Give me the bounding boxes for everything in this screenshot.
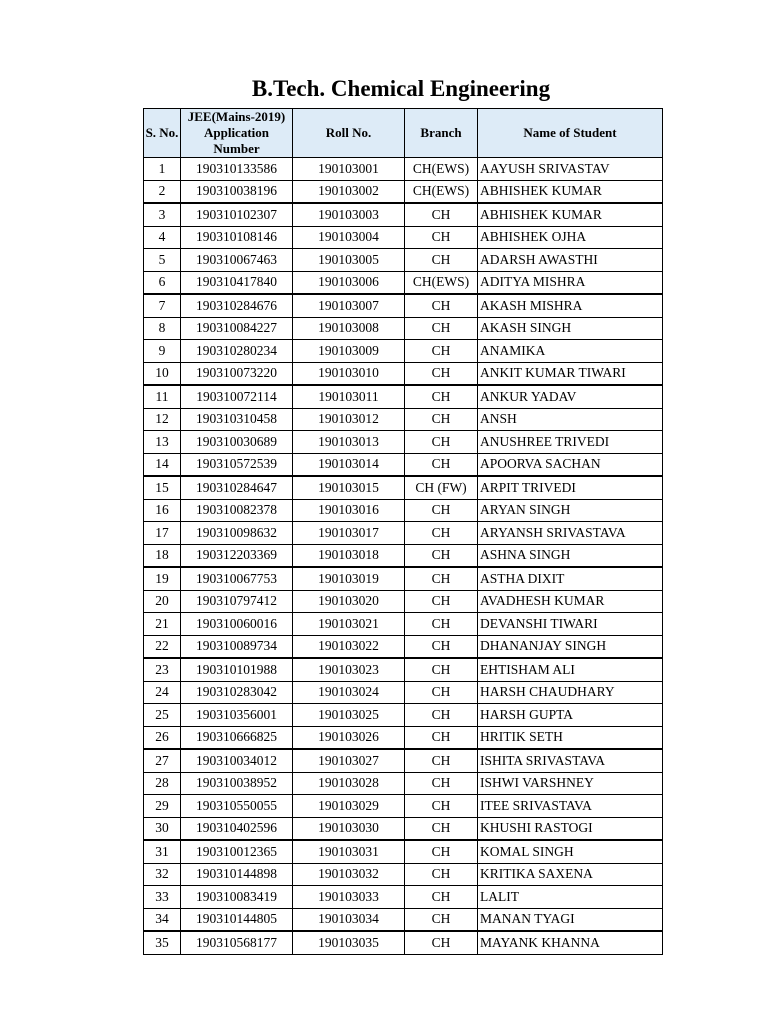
table-row bbox=[144, 544, 663, 567]
cell-application-number: 190310417840 bbox=[181, 271, 293, 294]
cell-application-number: 190310550055 bbox=[181, 795, 293, 818]
cell-branch: CH bbox=[405, 795, 478, 818]
cell-sno: 33 bbox=[144, 886, 181, 909]
cell-student-name: ANUSHREE TRIVEDI bbox=[478, 431, 663, 454]
cell-application-number: 190310108146 bbox=[181, 226, 293, 249]
cell-sno: 11 bbox=[144, 385, 181, 408]
cell-student-name: ANSH bbox=[478, 408, 663, 431]
cell-sno: 3 bbox=[144, 203, 181, 226]
table-row bbox=[144, 294, 663, 317]
cell-roll-no: 190103020 bbox=[293, 590, 405, 613]
cell-application-number: 190310012365 bbox=[181, 840, 293, 863]
header-application-number: JEE(Mains-2019) Application Number bbox=[181, 109, 293, 158]
cell-roll-no: 190103032 bbox=[293, 863, 405, 886]
cell-branch: CH bbox=[405, 886, 478, 909]
cell-roll-no: 190103011 bbox=[293, 385, 405, 408]
table-header bbox=[144, 109, 663, 158]
cell-application-number: 190310102307 bbox=[181, 203, 293, 226]
table-row bbox=[144, 249, 663, 272]
cell-student-name: AVADHESH KUMAR bbox=[478, 590, 663, 613]
cell-roll-no: 190103004 bbox=[293, 226, 405, 249]
cell-application-number: 190310030689 bbox=[181, 431, 293, 454]
cell-branch: CH bbox=[405, 408, 478, 431]
cell-branch: CH bbox=[405, 635, 478, 658]
cell-sno: 19 bbox=[144, 567, 181, 590]
cell-application-number: 190310402596 bbox=[181, 817, 293, 840]
table-row bbox=[144, 749, 663, 772]
cell-application-number: 190310072114 bbox=[181, 385, 293, 408]
cell-roll-no: 190103008 bbox=[293, 317, 405, 340]
table-row bbox=[144, 681, 663, 704]
cell-application-number: 190310089734 bbox=[181, 635, 293, 658]
cell-student-name: ARYANSH SRIVASTAVA bbox=[478, 522, 663, 545]
cell-sno: 22 bbox=[144, 635, 181, 658]
cell-application-number: 190310073220 bbox=[181, 362, 293, 385]
cell-application-number: 190310083419 bbox=[181, 886, 293, 909]
cell-branch: CH bbox=[405, 294, 478, 317]
table-row bbox=[144, 817, 663, 840]
cell-student-name: KRITIKA SAXENA bbox=[478, 863, 663, 886]
table-row bbox=[144, 453, 663, 476]
table-row bbox=[144, 840, 663, 863]
cell-student-name: ASTHA DIXIT bbox=[478, 567, 663, 590]
cell-branch: CH bbox=[405, 863, 478, 886]
cell-sno: 9 bbox=[144, 340, 181, 363]
cell-roll-no: 190103035 bbox=[293, 931, 405, 954]
cell-student-name: MANAN TYAGI bbox=[478, 908, 663, 931]
cell-roll-no: 190103016 bbox=[293, 499, 405, 522]
cell-student-name: LALIT bbox=[478, 886, 663, 909]
cell-sno: 25 bbox=[144, 704, 181, 727]
cell-roll-no: 190103002 bbox=[293, 180, 405, 203]
cell-student-name: DHANANJAY SINGH bbox=[478, 635, 663, 658]
cell-student-name: ANKIT KUMAR TIWARI bbox=[478, 362, 663, 385]
table-row bbox=[144, 795, 663, 818]
cell-roll-no: 190103029 bbox=[293, 795, 405, 818]
cell-student-name: ADARSH AWASTHI bbox=[478, 249, 663, 272]
cell-sno: 34 bbox=[144, 908, 181, 931]
cell-student-name: DEVANSHI TIWARI bbox=[478, 613, 663, 636]
cell-application-number: 190310084227 bbox=[181, 317, 293, 340]
cell-sno: 16 bbox=[144, 499, 181, 522]
cell-roll-no: 190103022 bbox=[293, 635, 405, 658]
cell-application-number: 190310133586 bbox=[181, 158, 293, 181]
cell-branch: CH bbox=[405, 544, 478, 567]
cell-sno: 17 bbox=[144, 522, 181, 545]
cell-branch: CH bbox=[405, 681, 478, 704]
table-row bbox=[144, 431, 663, 454]
table-row bbox=[144, 863, 663, 886]
table-row bbox=[144, 180, 663, 203]
table-row bbox=[144, 476, 663, 499]
table-row bbox=[144, 908, 663, 931]
cell-sno: 5 bbox=[144, 249, 181, 272]
cell-roll-no: 190103007 bbox=[293, 294, 405, 317]
cell-roll-no: 190103024 bbox=[293, 681, 405, 704]
table-row bbox=[144, 931, 663, 954]
table-row bbox=[144, 522, 663, 545]
cell-sno: 21 bbox=[144, 613, 181, 636]
cell-roll-no: 190103033 bbox=[293, 886, 405, 909]
cell-branch: CH bbox=[405, 453, 478, 476]
cell-roll-no: 190103012 bbox=[293, 408, 405, 431]
cell-application-number: 190310280234 bbox=[181, 340, 293, 363]
page-title: B.Tech. Chemical Engineering bbox=[251, 76, 551, 101]
cell-branch: CH bbox=[405, 226, 478, 249]
header-branch: Branch bbox=[405, 109, 478, 158]
cell-roll-no: 190103026 bbox=[293, 726, 405, 749]
cell-application-number: 190310034012 bbox=[181, 749, 293, 772]
table-row bbox=[144, 317, 663, 340]
cell-branch: CH bbox=[405, 499, 478, 522]
cell-roll-no: 190103034 bbox=[293, 908, 405, 931]
cell-student-name: ABHISHEK KUMAR bbox=[478, 180, 663, 203]
cell-sno: 30 bbox=[144, 817, 181, 840]
cell-application-number: 190310067463 bbox=[181, 249, 293, 272]
table-row bbox=[144, 385, 663, 408]
cell-student-name: ANAMIKA bbox=[478, 340, 663, 363]
cell-sno: 29 bbox=[144, 795, 181, 818]
cell-sno: 31 bbox=[144, 840, 181, 863]
cell-student-name: AKASH MISHRA bbox=[478, 294, 663, 317]
table-row bbox=[144, 726, 663, 749]
cell-application-number: 190310284676 bbox=[181, 294, 293, 317]
cell-student-name: ITEE SRIVASTAVA bbox=[478, 795, 663, 818]
cell-branch: CH bbox=[405, 613, 478, 636]
cell-roll-no: 190103018 bbox=[293, 544, 405, 567]
cell-application-number: 190310082378 bbox=[181, 499, 293, 522]
cell-sno: 26 bbox=[144, 726, 181, 749]
cell-sno: 27 bbox=[144, 749, 181, 772]
header-sno: S. No. bbox=[144, 109, 181, 158]
table-row bbox=[144, 658, 663, 681]
cell-application-number: 190310310458 bbox=[181, 408, 293, 431]
cell-roll-no: 190103014 bbox=[293, 453, 405, 476]
student-table bbox=[143, 108, 663, 955]
cell-application-number: 190310572539 bbox=[181, 453, 293, 476]
cell-student-name: KOMAL SINGH bbox=[478, 840, 663, 863]
header-row bbox=[144, 109, 663, 158]
cell-student-name: KHUSHI RASTOGI bbox=[478, 817, 663, 840]
cell-application-number: 190310067753 bbox=[181, 567, 293, 590]
table-row bbox=[144, 362, 663, 385]
cell-student-name: HARSH CHAUDHARY bbox=[478, 681, 663, 704]
cell-branch: CH (FW) bbox=[405, 476, 478, 499]
cell-roll-no: 190103001 bbox=[293, 158, 405, 181]
cell-application-number: 190310038196 bbox=[181, 180, 293, 203]
cell-application-number: 190310038952 bbox=[181, 772, 293, 795]
cell-branch: CH bbox=[405, 704, 478, 727]
cell-sno: 1 bbox=[144, 158, 181, 181]
cell-application-number: 190312203369 bbox=[181, 544, 293, 567]
cell-sno: 7 bbox=[144, 294, 181, 317]
cell-branch: CH bbox=[405, 249, 478, 272]
cell-student-name: EHTISHAM ALI bbox=[478, 658, 663, 681]
cell-application-number: 190310283042 bbox=[181, 681, 293, 704]
cell-sno: 20 bbox=[144, 590, 181, 613]
cell-branch: CH bbox=[405, 817, 478, 840]
cell-roll-no: 190103021 bbox=[293, 613, 405, 636]
cell-student-name: ANKUR YADAV bbox=[478, 385, 663, 408]
table-row bbox=[144, 635, 663, 658]
cell-branch: CH bbox=[405, 317, 478, 340]
cell-sno: 24 bbox=[144, 681, 181, 704]
cell-roll-no: 190103010 bbox=[293, 362, 405, 385]
cell-sno: 32 bbox=[144, 863, 181, 886]
cell-branch: CH bbox=[405, 590, 478, 613]
cell-student-name: AAYUSH SRIVASTAV bbox=[478, 158, 663, 181]
table-row bbox=[144, 158, 663, 181]
cell-application-number: 190310060016 bbox=[181, 613, 293, 636]
cell-sno: 4 bbox=[144, 226, 181, 249]
table-row bbox=[144, 886, 663, 909]
cell-roll-no: 190103023 bbox=[293, 658, 405, 681]
cell-roll-no: 190103025 bbox=[293, 704, 405, 727]
cell-application-number: 190310356001 bbox=[181, 704, 293, 727]
cell-student-name: APOORVA SACHAN bbox=[478, 453, 663, 476]
cell-branch: CH bbox=[405, 749, 478, 772]
cell-application-number: 190310101988 bbox=[181, 658, 293, 681]
cell-student-name: ADITYA MISHRA bbox=[478, 271, 663, 294]
cell-branch: CH bbox=[405, 840, 478, 863]
cell-branch: CH bbox=[405, 772, 478, 795]
table-row bbox=[144, 613, 663, 636]
cell-student-name: ABHISHEK OJHA bbox=[478, 226, 663, 249]
cell-branch: CH bbox=[405, 362, 478, 385]
cell-student-name: HARSH GUPTA bbox=[478, 704, 663, 727]
cell-sno: 18 bbox=[144, 544, 181, 567]
cell-roll-no: 190103013 bbox=[293, 431, 405, 454]
cell-sno: 6 bbox=[144, 271, 181, 294]
cell-student-name: ISHWI VARSHNEY bbox=[478, 772, 663, 795]
table-row bbox=[144, 203, 663, 226]
cell-student-name: HRITIK SETH bbox=[478, 726, 663, 749]
cell-branch: CH(EWS) bbox=[405, 158, 478, 181]
cell-sno: 13 bbox=[144, 431, 181, 454]
cell-sno: 14 bbox=[144, 453, 181, 476]
header-student-name: Name of Student bbox=[478, 109, 663, 158]
cell-roll-no: 190103009 bbox=[293, 340, 405, 363]
table-row bbox=[144, 567, 663, 590]
cell-branch: CH bbox=[405, 522, 478, 545]
cell-roll-no: 190103015 bbox=[293, 476, 405, 499]
table-row bbox=[144, 271, 663, 294]
cell-student-name: MAYANK KHANNA bbox=[478, 931, 663, 954]
cell-student-name: AKASH SINGH bbox=[478, 317, 663, 340]
cell-student-name: ISHITA SRIVASTAVA bbox=[478, 749, 663, 772]
cell-roll-no: 190103006 bbox=[293, 271, 405, 294]
cell-roll-no: 190103031 bbox=[293, 840, 405, 863]
cell-branch: CH bbox=[405, 658, 478, 681]
cell-application-number: 190310144898 bbox=[181, 863, 293, 886]
cell-branch: CH bbox=[405, 908, 478, 931]
cell-branch: CH bbox=[405, 567, 478, 590]
cell-student-name: ARPIT TRIVEDI bbox=[478, 476, 663, 499]
cell-branch: CH(EWS) bbox=[405, 271, 478, 294]
table-row bbox=[144, 226, 663, 249]
cell-branch: CH bbox=[405, 431, 478, 454]
cell-sno: 8 bbox=[144, 317, 181, 340]
cell-roll-no: 190103017 bbox=[293, 522, 405, 545]
cell-roll-no: 190103027 bbox=[293, 749, 405, 772]
cell-sno: 15 bbox=[144, 476, 181, 499]
cell-branch: CH bbox=[405, 726, 478, 749]
cell-student-name: ASHNA SINGH bbox=[478, 544, 663, 567]
cell-sno: 10 bbox=[144, 362, 181, 385]
cell-branch: CH bbox=[405, 340, 478, 363]
table-row bbox=[144, 408, 663, 431]
table-row bbox=[144, 499, 663, 522]
cell-roll-no: 190103003 bbox=[293, 203, 405, 226]
cell-sno: 28 bbox=[144, 772, 181, 795]
table-row bbox=[144, 340, 663, 363]
cell-application-number: 190310144805 bbox=[181, 908, 293, 931]
cell-branch: CH bbox=[405, 385, 478, 408]
table-row bbox=[144, 590, 663, 613]
cell-application-number: 190310797412 bbox=[181, 590, 293, 613]
cell-branch: CH bbox=[405, 931, 478, 954]
cell-sno: 12 bbox=[144, 408, 181, 431]
cell-roll-no: 190103028 bbox=[293, 772, 405, 795]
cell-sno: 23 bbox=[144, 658, 181, 681]
table-row bbox=[144, 704, 663, 727]
cell-application-number: 190310666825 bbox=[181, 726, 293, 749]
cell-student-name: ABHISHEK KUMAR bbox=[478, 203, 663, 226]
table-row bbox=[144, 772, 663, 795]
cell-application-number: 190310568177 bbox=[181, 931, 293, 954]
cell-student-name: ARYAN SINGH bbox=[478, 499, 663, 522]
cell-application-number: 190310284647 bbox=[181, 476, 293, 499]
cell-roll-no: 190103030 bbox=[293, 817, 405, 840]
cell-sno: 2 bbox=[144, 180, 181, 203]
cell-sno: 35 bbox=[144, 931, 181, 954]
cell-application-number: 190310098632 bbox=[181, 522, 293, 545]
cell-roll-no: 190103005 bbox=[293, 249, 405, 272]
cell-branch: CH(EWS) bbox=[405, 180, 478, 203]
table-body bbox=[144, 158, 663, 955]
header-roll-no: Roll No. bbox=[293, 109, 405, 158]
cell-branch: CH bbox=[405, 203, 478, 226]
cell-roll-no: 190103019 bbox=[293, 567, 405, 590]
